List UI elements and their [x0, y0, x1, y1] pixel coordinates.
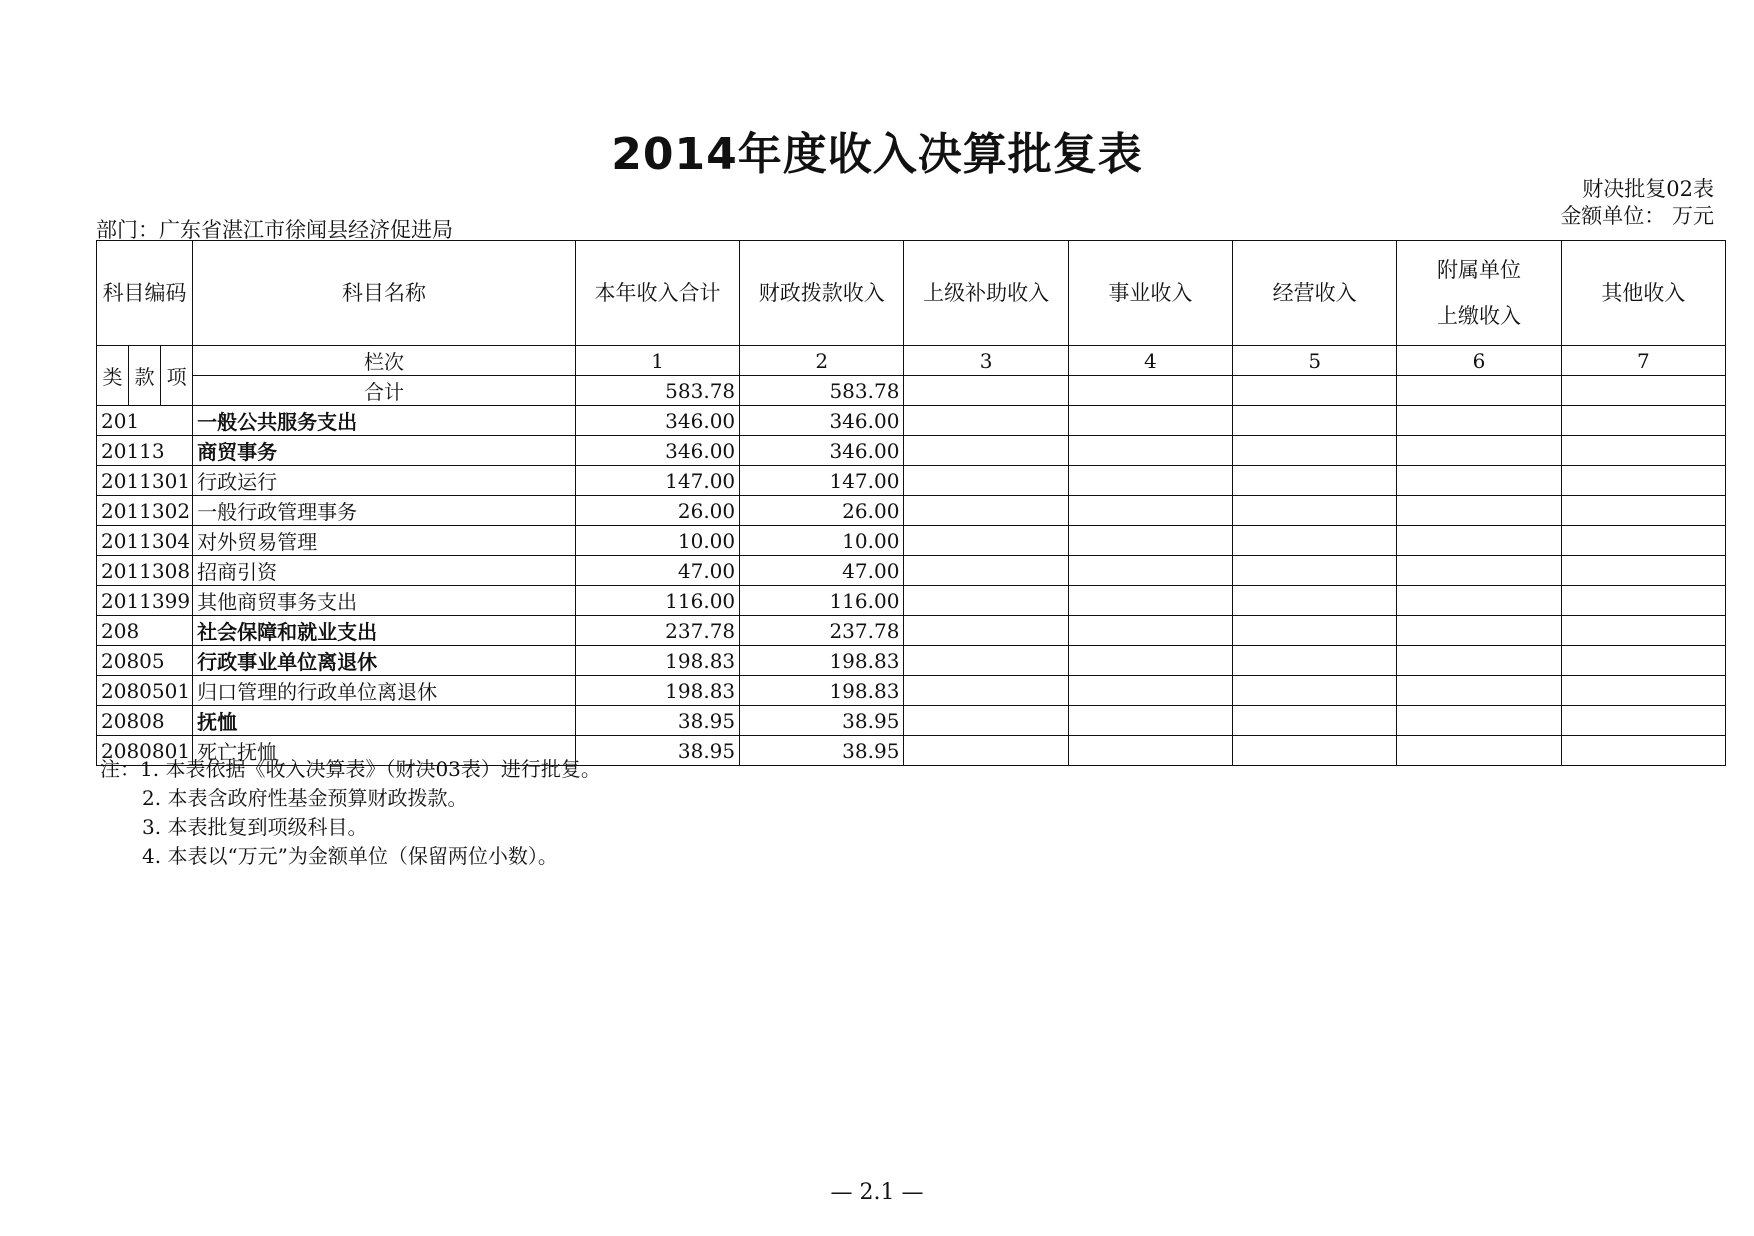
- row-code: 2011399: [97, 586, 193, 616]
- empty-cell: [1397, 406, 1561, 436]
- index-7: 7: [1561, 346, 1725, 376]
- row-code: 201: [97, 406, 193, 436]
- empty-cell: [1068, 496, 1232, 526]
- empty-cell: [904, 496, 1068, 526]
- empty-cell: [1068, 586, 1232, 616]
- header-row: [97, 241, 1726, 346]
- table-row: [97, 556, 1726, 586]
- empty-cell: [1561, 586, 1725, 616]
- table-row: [97, 676, 1726, 706]
- empty-cell: [904, 466, 1068, 496]
- header-col5: 经营收入: [1233, 241, 1397, 346]
- empty-cell: [1068, 436, 1232, 466]
- empty-cell: [1068, 706, 1232, 736]
- row-name: 行政事业单位离退休: [193, 646, 576, 676]
- empty-cell: [1233, 526, 1397, 556]
- empty-cell: [1068, 736, 1232, 766]
- department-label: 部门：广东省湛江市徐闻县经济促进局: [96, 218, 453, 242]
- row-name: 抚恤: [193, 706, 576, 736]
- empty-cell: [1233, 436, 1397, 466]
- note-4: 4. 本表以“万元”为金额单位（保留两位小数）。: [142, 844, 558, 868]
- empty-cell: [1233, 406, 1397, 436]
- empty-cell: [1233, 676, 1397, 706]
- table-row: [97, 496, 1726, 526]
- table-row: [97, 586, 1726, 616]
- index-label: 栏次: [193, 346, 576, 376]
- empty-cell: [904, 706, 1068, 736]
- row-col2: 237.78: [740, 616, 904, 646]
- page-number: — 2.1 —: [830, 1180, 924, 1205]
- row-code: 2011301: [97, 466, 193, 496]
- empty-cell: [1561, 616, 1725, 646]
- row-col1: 38.95: [575, 706, 739, 736]
- row-col1: 47.00: [575, 556, 739, 586]
- table-row: [97, 406, 1726, 436]
- row-col1: 346.00: [575, 406, 739, 436]
- empty-cell: [1233, 496, 1397, 526]
- empty-cell: [904, 406, 1068, 436]
- header-col6-line1: 附属单位: [1436, 258, 1521, 282]
- row-col1: 26.00: [575, 496, 739, 526]
- note-1: 注：1. 本表依据《收入决算表》（财决03表）进行批复。: [100, 757, 601, 781]
- index-5: 5: [1233, 346, 1397, 376]
- total-label: 合计: [193, 376, 576, 406]
- note-2: 2. 本表含政府性基金预算财政拨款。: [142, 786, 468, 810]
- table-row: [97, 466, 1726, 496]
- header-col1: 本年收入合计: [575, 241, 739, 346]
- empty-cell: [1233, 736, 1397, 766]
- sub-header-kuan: 款: [129, 346, 161, 406]
- empty-cell: [1068, 616, 1232, 646]
- row-name: 一般行政管理事务: [193, 496, 576, 526]
- header-col6: [1397, 241, 1561, 346]
- empty-cell: [904, 526, 1068, 556]
- empty-cell: [1233, 586, 1397, 616]
- index-4: 4: [1068, 346, 1232, 376]
- note-3: 3. 本表批复到项级科目。: [142, 815, 368, 839]
- index-row: [97, 346, 1726, 376]
- row-col1: 198.83: [575, 646, 739, 676]
- empty-cell: [1233, 376, 1397, 406]
- empty-cell: [1561, 676, 1725, 706]
- empty-cell: [904, 616, 1068, 646]
- empty-cell: [904, 676, 1068, 706]
- row-col1: 38.95: [575, 736, 739, 766]
- empty-cell: [1068, 646, 1232, 676]
- row-col1: 237.78: [575, 616, 739, 646]
- header-col6-line2: 上缴收入: [1436, 304, 1521, 328]
- empty-cell: [1068, 526, 1232, 556]
- header-col2: 财政拨款收入: [740, 241, 904, 346]
- row-col1: 116.00: [575, 586, 739, 616]
- empty-cell: [1233, 646, 1397, 676]
- table-row: [97, 526, 1726, 556]
- row-col2: 116.00: [740, 586, 904, 616]
- row-col2: 198.83: [740, 676, 904, 706]
- empty-cell: [1397, 676, 1561, 706]
- row-col2: 38.95: [740, 706, 904, 736]
- empty-cell: [904, 646, 1068, 676]
- row-code: 2011304: [97, 526, 193, 556]
- total-col1: 583.78: [575, 376, 739, 406]
- row-code: 2080801: [97, 736, 193, 766]
- table-row: [97, 646, 1726, 676]
- row-code: 20805: [97, 646, 193, 676]
- row-name: 对外贸易管理: [193, 526, 576, 556]
- row-name: 一般公共服务支出: [193, 406, 576, 436]
- row-code: 2080501: [97, 676, 193, 706]
- empty-cell: [904, 736, 1068, 766]
- row-col1: 147.00: [575, 466, 739, 496]
- empty-cell: [1561, 646, 1725, 676]
- row-name: 归口管理的行政单位离退休: [193, 676, 576, 706]
- index-3: 3: [904, 346, 1068, 376]
- empty-cell: [1397, 586, 1561, 616]
- empty-cell: [1397, 466, 1561, 496]
- row-code: 20808: [97, 706, 193, 736]
- page-title: 2014年度收入决算批复表: [611, 129, 1143, 180]
- empty-cell: [1561, 496, 1725, 526]
- empty-cell: [1397, 436, 1561, 466]
- notes: [100, 755, 601, 871]
- row-name: 其他商贸事务支出: [193, 586, 576, 616]
- empty-cell: [1068, 376, 1232, 406]
- row-col1: 198.83: [575, 676, 739, 706]
- row-col2: 198.83: [740, 646, 904, 676]
- empty-cell: [1233, 556, 1397, 586]
- empty-cell: [1068, 466, 1232, 496]
- empty-cell: [1233, 616, 1397, 646]
- index-6: 6: [1397, 346, 1561, 376]
- row-name: 商贸事务: [193, 436, 576, 466]
- row-col1: 10.00: [575, 526, 739, 556]
- empty-cell: [1397, 706, 1561, 736]
- empty-cell: [1561, 376, 1725, 406]
- header-name: 科目名称: [193, 241, 576, 346]
- empty-cell: [1397, 646, 1561, 676]
- empty-cell: [1068, 556, 1232, 586]
- row-name: 行政运行: [193, 466, 576, 496]
- row-code: 2011308: [97, 556, 193, 586]
- empty-cell: [1233, 466, 1397, 496]
- sub-header-xiang: 项: [161, 346, 193, 406]
- empty-cell: [904, 376, 1068, 406]
- total-col2: 583.78: [740, 376, 904, 406]
- table-row: [97, 616, 1726, 646]
- row-col2: 26.00: [740, 496, 904, 526]
- header-code: 科目编码: [97, 241, 193, 346]
- row-code: 20113: [97, 436, 193, 466]
- empty-cell: [1561, 526, 1725, 556]
- empty-cell: [1233, 706, 1397, 736]
- sub-header-lei: 类: [97, 346, 129, 406]
- row-col1: 346.00: [575, 436, 739, 466]
- empty-cell: [1397, 526, 1561, 556]
- amount-unit: 金额单位： 万元: [1560, 204, 1714, 228]
- empty-cell: [1397, 736, 1561, 766]
- empty-cell: [1561, 466, 1725, 496]
- row-code: 208: [97, 616, 193, 646]
- row-col2: 346.00: [740, 406, 904, 436]
- empty-cell: [1561, 406, 1725, 436]
- empty-cell: [904, 586, 1068, 616]
- index-2: 2: [740, 346, 904, 376]
- empty-cell: [1561, 436, 1725, 466]
- empty-cell: [1561, 706, 1725, 736]
- empty-cell: [1397, 616, 1561, 646]
- index-1: 1: [575, 346, 739, 376]
- row-col2: 10.00: [740, 526, 904, 556]
- header-col3: 上级补助收入: [904, 241, 1068, 346]
- empty-cell: [1397, 556, 1561, 586]
- empty-cell: [1397, 496, 1561, 526]
- empty-cell: [1068, 676, 1232, 706]
- total-row: [97, 376, 1726, 406]
- row-col2: 38.95: [740, 736, 904, 766]
- form-code: 财决批复02表: [1582, 177, 1714, 201]
- row-code: 2011302: [97, 496, 193, 526]
- empty-cell: [1397, 376, 1561, 406]
- row-col2: 47.00: [740, 556, 904, 586]
- header-col4: 事业收入: [1068, 241, 1232, 346]
- empty-cell: [904, 556, 1068, 586]
- empty-cell: [1068, 406, 1232, 436]
- table-row: [97, 436, 1726, 466]
- empty-cell: [904, 436, 1068, 466]
- revenue-approval-table: [96, 240, 1726, 766]
- empty-cell: [1561, 556, 1725, 586]
- row-col2: 346.00: [740, 436, 904, 466]
- row-name: 死亡抚恤: [193, 736, 576, 766]
- row-name: 社会保障和就业支出: [193, 616, 576, 646]
- table-row: [97, 706, 1726, 736]
- row-col2: 147.00: [740, 466, 904, 496]
- header-col7: 其他收入: [1561, 241, 1725, 346]
- row-name: 招商引资: [193, 556, 576, 586]
- empty-cell: [1561, 736, 1725, 766]
